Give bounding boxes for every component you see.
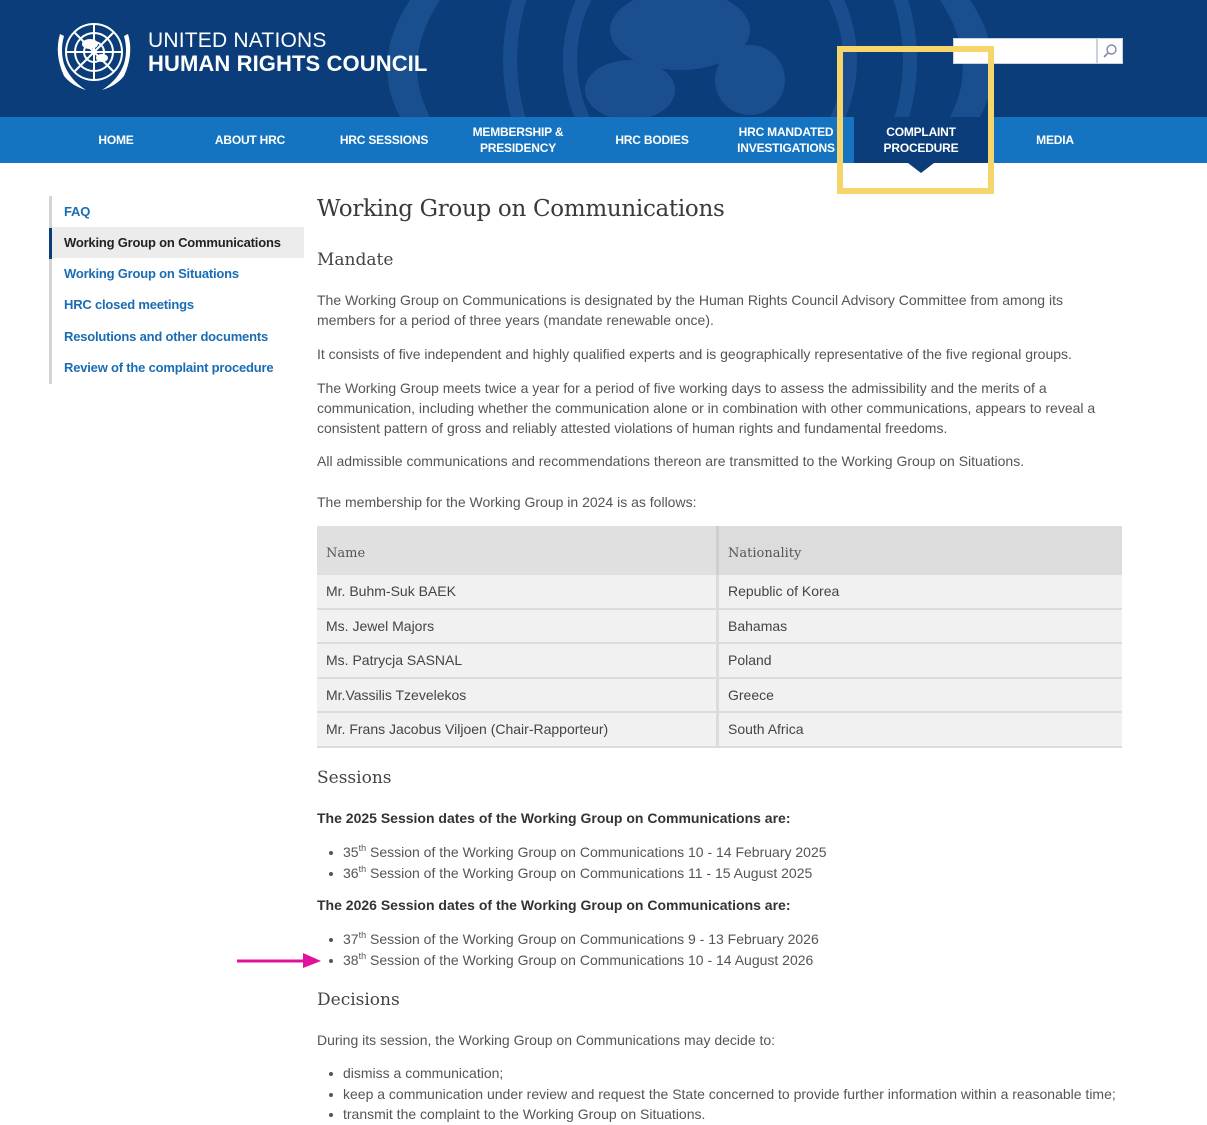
site-brand[interactable]	[148, 30, 427, 76]
list-item: 35th Session of the Working Group on Communications 10 - 14 February 2025	[327, 842, 827, 863]
main-nav	[0, 117, 1207, 163]
member-nationality: Greece	[728, 686, 774, 703]
mandate-heading: Mandate	[317, 250, 394, 270]
sidebar-item-review-complaint-procedure[interactable]: Review of the complaint procedure	[64, 360, 274, 375]
member-name: Mr. Buhm-Suk BAEK	[317, 575, 719, 608]
brand-line2: HUMAN RIGHTS COUNCIL	[148, 51, 428, 76]
sessions-2026-list	[327, 929, 819, 970]
list-item: keep a communication under review and request the State concerned to provide further information within a reasonable time;	[327, 1084, 1116, 1105]
sidebar-item-closed-meetings[interactable]: HRC closed meetings	[64, 297, 194, 312]
sessions-2025-list	[327, 842, 827, 883]
sidebar-nav	[49, 196, 304, 384]
nav-about-hrc[interactable]: ABOUT HRC	[214, 133, 286, 147]
mandate-paragraph-3: The Working Group meets twice a year for a period of five working days to assess the admissibility and the merits of a communication, including whether the communication alone or in combination with other communications, appears to reveal a consistent pattern of gross and reliably attested violations of human rights and fundamental freedoms.	[317, 380, 1096, 436]
sessions-2026-heading: The 2026 Session dates of the Working Group on Communications are:	[317, 897, 791, 913]
member-nationality: Poland	[728, 652, 772, 669]
annotation-arrow-icon	[237, 951, 323, 969]
table-row	[317, 644, 1122, 679]
decisions-list	[327, 1063, 1116, 1125]
membership-intro: The membership for the Working Group in 2024 is as follows:	[317, 494, 697, 510]
table-row	[317, 713, 1122, 748]
sidebar-item-faq[interactable]: FAQ	[64, 204, 91, 219]
sidebar-item-working-group-situations[interactable]: Working Group on Situations	[64, 266, 239, 281]
table-row	[317, 610, 1122, 645]
list-item: 37th Session of the Working Group on Communications 9 - 13 February 2026	[327, 929, 819, 950]
site-header	[0, 0, 1207, 117]
nav-home[interactable]: HOME	[98, 133, 134, 147]
list-item: 38th Session of the Working Group on Communications 10 - 14 August 2026	[327, 950, 819, 971]
mandate-paragraph-1: The Working Group on Communications is designated by the Human Rights Council Advisory Committee from among its members for a period of three years (mandate renewable once).	[317, 292, 1063, 328]
table-header-nationality: Nationality	[728, 546, 802, 561]
list-item: transmit the complaint to the Working Group on Situations.	[327, 1104, 1116, 1125]
list-item: 36th Session of the Working Group on Communications 11 - 15 August 2025	[327, 863, 827, 884]
nav-hrc-mandated-investigations[interactable]: HRC MANDATED INVESTIGATIONS	[737, 125, 835, 155]
membership-table	[317, 526, 1122, 748]
highlight-box	[837, 46, 994, 194]
nav-membership-presidency[interactable]: MEMBERSHIP & PRESIDENCY	[472, 125, 564, 155]
table-row	[317, 575, 1122, 610]
sidebar-item-working-group-communications[interactable]: Working Group on Communications	[52, 227, 304, 258]
table-row	[317, 679, 1122, 714]
nav-complaint-procedure[interactable]: COMPLAINT PROCEDURE	[854, 117, 988, 163]
member-name: Ms. Jewel Majors	[317, 610, 719, 643]
list-item: dismiss a communication;	[327, 1063, 1116, 1084]
brand-line1: UNITED NATIONS	[148, 29, 327, 52]
nav-hrc-sessions[interactable]: HRC SESSIONS	[339, 133, 429, 147]
search-button[interactable]	[1097, 38, 1123, 64]
mandate-paragraph-4: All admissible communications and recommendations thereon are transmitted to the Working Group on Situations.	[317, 453, 1025, 469]
nav-media[interactable]: MEDIA	[1036, 133, 1074, 147]
member-name: Mr.Vassilis Tzevelekos	[317, 679, 719, 712]
member-nationality: South Africa	[728, 721, 804, 738]
table-header-row	[317, 526, 1122, 575]
member-name: Ms. Patrycja SASNAL	[317, 644, 719, 677]
mandate-paragraph-2: It consists of five independent and highly qualified experts and is geographically representative of the five regional groups.	[317, 346, 1072, 362]
member-nationality: Bahamas	[728, 617, 788, 634]
decisions-heading: Decisions	[317, 990, 400, 1010]
un-logo-icon[interactable]	[50, 14, 138, 92]
sessions-2025-heading: The 2025 Session dates of the Working Group on Communications are:	[317, 810, 791, 826]
sidebar-item-resolutions[interactable]: Resolutions and other documents	[64, 329, 268, 344]
member-name: Mr. Frans Jacobus Viljoen (Chair-Rapporteur)	[317, 713, 719, 746]
sessions-heading: Sessions	[317, 768, 392, 788]
decisions-intro: During its session, the Working Group on Communications may decide to:	[317, 1032, 776, 1048]
table-header-name: Name	[317, 526, 719, 575]
member-nationality: Republic of Korea	[728, 583, 840, 600]
page-title: Working Group on Communications	[317, 196, 725, 222]
nav-hrc-bodies[interactable]: HRC BODIES	[615, 133, 689, 147]
search-icon	[1102, 43, 1118, 59]
